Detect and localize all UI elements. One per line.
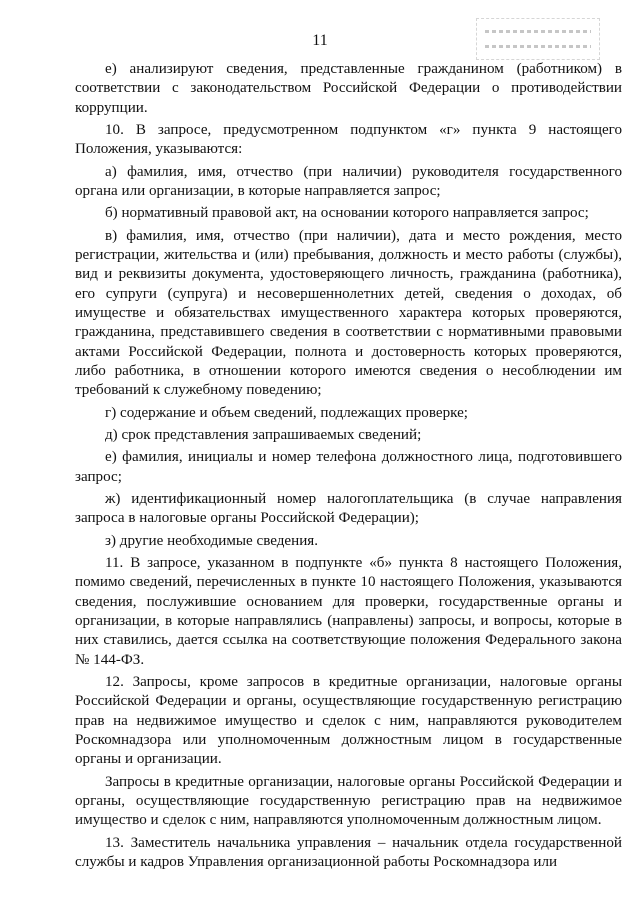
paragraph: д) срок представления запрашиваемых сведений; [105,426,422,443]
paragraph: в) фамилия, имя, отчество (при наличии), дата и место рождения, место регистрации, жительства и (или) пребывания, должность и место работы (службы), вид и реквизиты документа, удостоверяющего личность, гражданина (работника), его супруги (супруга) и несовершеннолетних детей, сведения о доходах, об имуществе и обязательствах имущественного характера которых проверяются, гражданина, представившего сведения в соответствии с нормативными правовыми актами Российской Федерации, полнота и достоверность которых проверяются, либо работника, в отношении которого имеются сведения о несоблюдении им требований к служебному поведению; [75,227,622,399]
paragraph: а) фамилия, имя, отчество (при наличии) руководителя государственного органа или организации, в которые направляется запрос; [75,163,622,199]
document-body [75,60,622,875]
paragraph: 11. В запросе, указанном в подпункте «б» пункта 8 настоящего Положения, помимо сведений, перечисленных в пункте 10 настоящего Положения, указываются сведения, послужившие основанием для проверки, государственные органы и организации, в которые направлялись (направлены) запросы, и вопросы, которые в них ставились, дается ссылка на соответствующие положения Федерального закона № 144-ФЗ. [75,555,622,668]
paragraph: б) нормативный правовой акт, на основании которого направляется запрос; [105,205,589,222]
paragraph: 12. Запросы, кроме запросов в кредитные организации, налоговые органы Российской Федерации и органы, осуществляющие государственную регистрацию прав на недвижимое имущество и сделок с ним, направляются руководителем Роскомнадзора или уполномоченным должностным лицом в государственные органы и организации. [75,673,622,768]
paragraph: ж) идентификационный номер налогоплательщика (в случае направления запроса в налоговые органы Российской Федерации); [75,490,622,527]
paragraph: Запросы в кредитные организации, налоговые органы Российской Федерации и органы, осуществляющие государственную регистрацию прав на недвижимое имущество и сделок с ним, направляются уполномоченным должностным лицом. [75,773,622,829]
paragraph: з) другие необходимые сведения. [105,532,318,549]
page-number: 11 [312,32,328,49]
paragraph: 10. В запросе, предусмотренном подпунктом «г» пункта 9 настоящего Положения, указываются: [75,121,622,158]
paragraph: е) фамилия, инициалы и номер телефона должностного лица, подготовившего запрос; [75,449,622,485]
paragraph: 13. Заместитель начальника управления – начальник отдела государственной службы и кадров Управления организационной работы Роскомнадзора или [75,834,622,870]
paragraph: г) содержание и объем сведений, подлежащих проверке; [105,404,468,421]
paragraph: е) анализируют сведения, представленные гражданином (работником) в соответствии с законодательством Российской Федерации о противодействии коррупции. [75,61,622,116]
